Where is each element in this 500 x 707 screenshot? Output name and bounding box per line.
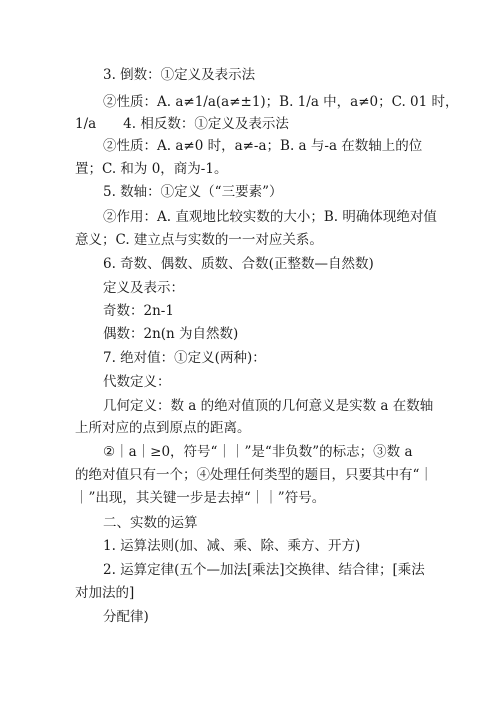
text-line: ｜”出现，其关键一步是去掉“｜｜”符号。	[75, 490, 326, 506]
text-line: 1/a 4. 相反数：①定义及表示法	[75, 116, 289, 132]
text-line: 1. 运算法则(加、减、乘、除、乘方、开方)	[103, 538, 361, 554]
text-line: 意义；C. 建立点与实数的一一对应关系。	[75, 232, 323, 248]
text-line: 偶数：2n(n 为自然数)	[103, 326, 239, 342]
text-line: 的绝对值只有一个；④处理任何类型的题目，只要其中有“｜	[75, 467, 433, 483]
text-line: 7. 绝对值：①定义(两种)：	[103, 350, 266, 366]
text-line: 定义及表示：	[103, 280, 184, 296]
text-line: ②作用：A. 直观地比较实数的大小；B. 明确体现绝对值	[103, 209, 437, 225]
text-line: 对加法的]	[75, 585, 135, 601]
text-line: 奇数：2n-1	[103, 303, 174, 319]
text-line: 置；C. 和为 0，商为-1。	[75, 161, 228, 177]
text-line: 几何定义：数 a 的绝对值顶的几何意义是实数 a 在数轴	[103, 398, 434, 414]
text-line: 代数定义：	[103, 374, 171, 390]
text-line: ②性质：A. a≠1/a(a≠±1)；B. 1/a 中，a≠0；C. 01 时，	[103, 94, 459, 110]
text-line: 3. 倒数：①定义及表示法	[103, 67, 256, 83]
text-line: 上所对应的点到原点的距离。	[75, 420, 251, 436]
text-line: 5. 数轴：①定义（“三要素”）	[103, 184, 283, 200]
text-line: 分配律)	[103, 609, 149, 625]
text-line: ②｜a｜≥0，符号“｜｜”是“非负数”的标志；③数 a	[103, 444, 413, 460]
text-line: 6. 奇数、偶数、质数、合数(正整数—自然数)	[103, 256, 374, 272]
text-line: ②性质：A. a≠0 时，a≠-a；B. a 与-a 在数轴上的位	[103, 138, 423, 154]
section-heading: 二、实数的运算	[103, 515, 198, 531]
text-line: 2. 运算定律(五个—加法[乘法]交换律、结合律；[乘法	[103, 562, 425, 578]
